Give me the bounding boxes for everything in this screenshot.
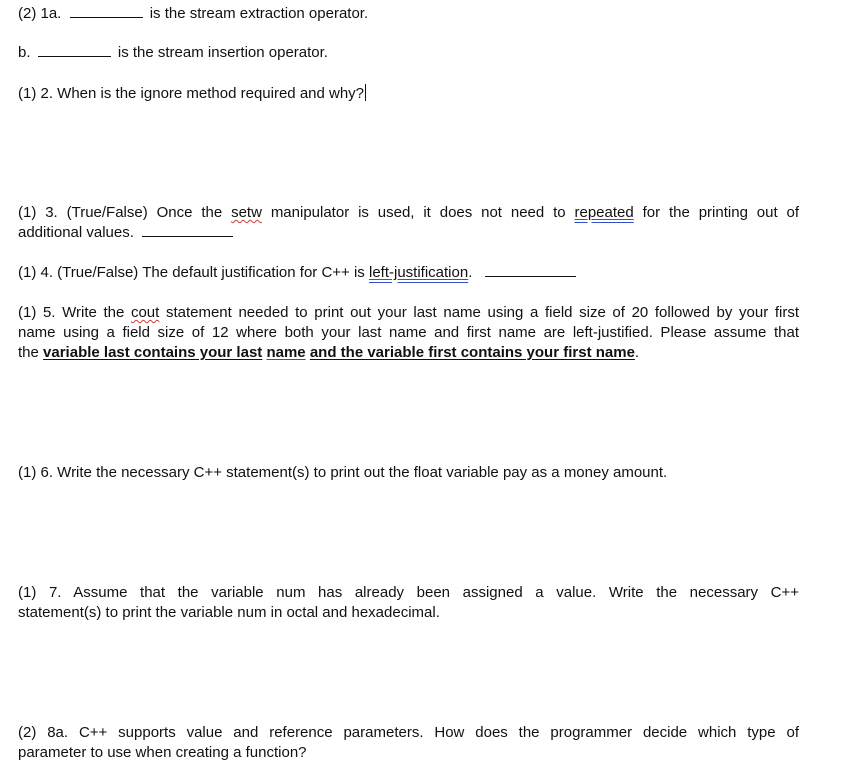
emphasis-variable-last: variable last contains your last	[43, 344, 263, 361]
emphasis-variable-first: and the variable first contains your first name	[309, 344, 635, 361]
question-2-text: (1) 2. When is the ignore method required and why?	[18, 85, 365, 102]
question-5-line-1: (1) 5. Write the cout statement needed to print out your last name using a field size of 20 followed by your first	[18, 304, 799, 321]
question-1b	[18, 44, 328, 62]
question-3-line-2: additional values.	[18, 224, 233, 242]
question-1a	[18, 5, 368, 23]
grammar-flag-left-justification: left-justification	[368, 264, 469, 281]
question-2	[18, 84, 366, 103]
grammar-flag-name: name	[266, 344, 306, 361]
question-1a-number: (2) 1a.	[18, 5, 62, 22]
question-6: (1) 6. Write the necessary C++ statement(s) to print out the float variable pay as a money amount.	[18, 464, 668, 481]
question-7-line-1: (1) 7. Assume that the variable num has already been assigned a value. Write the necessary C++	[18, 584, 799, 601]
question-7-line-2: statement(s) to print the variable num in octal and hexadecimal.	[18, 604, 440, 621]
question-1b-number: b.	[18, 44, 31, 61]
answer-blank-1a[interactable]	[70, 5, 143, 18]
spelling-flag-cout: cout	[130, 304, 160, 321]
question-4: (1) 4. (True/False) The default justification for C++ is left-justification.	[18, 264, 576, 282]
answer-blank-4[interactable]	[485, 264, 576, 277]
answer-blank-1b[interactable]	[38, 44, 111, 57]
answer-blank-3[interactable]	[142, 224, 233, 237]
text-cursor	[365, 84, 366, 101]
question-8a-line-2: parameter to use when creating a function?	[18, 744, 307, 761]
spelling-flag-setw: setw	[231, 204, 262, 221]
question-5-line-3: the variable last contains your last name and the variable first contains your first name.	[18, 344, 640, 361]
grammar-flag-repeated: repeated	[574, 204, 634, 221]
question-5-line-2: name using a field size of 12 where both your last name and first name are left-justified. Please assume that	[18, 324, 799, 341]
question-1a-text: is the stream extraction operator.	[149, 5, 369, 22]
question-3-line-1: (1) 3. (True/False) Once the setw manipulator is used, it does not need to repeated for the printing out of	[18, 204, 800, 221]
question-1b-text: is the stream insertion operator.	[117, 44, 328, 61]
question-8a-line-1: (2) 8a. C++ supports value and reference parameters. How does the programmer decide which type of	[18, 724, 799, 741]
